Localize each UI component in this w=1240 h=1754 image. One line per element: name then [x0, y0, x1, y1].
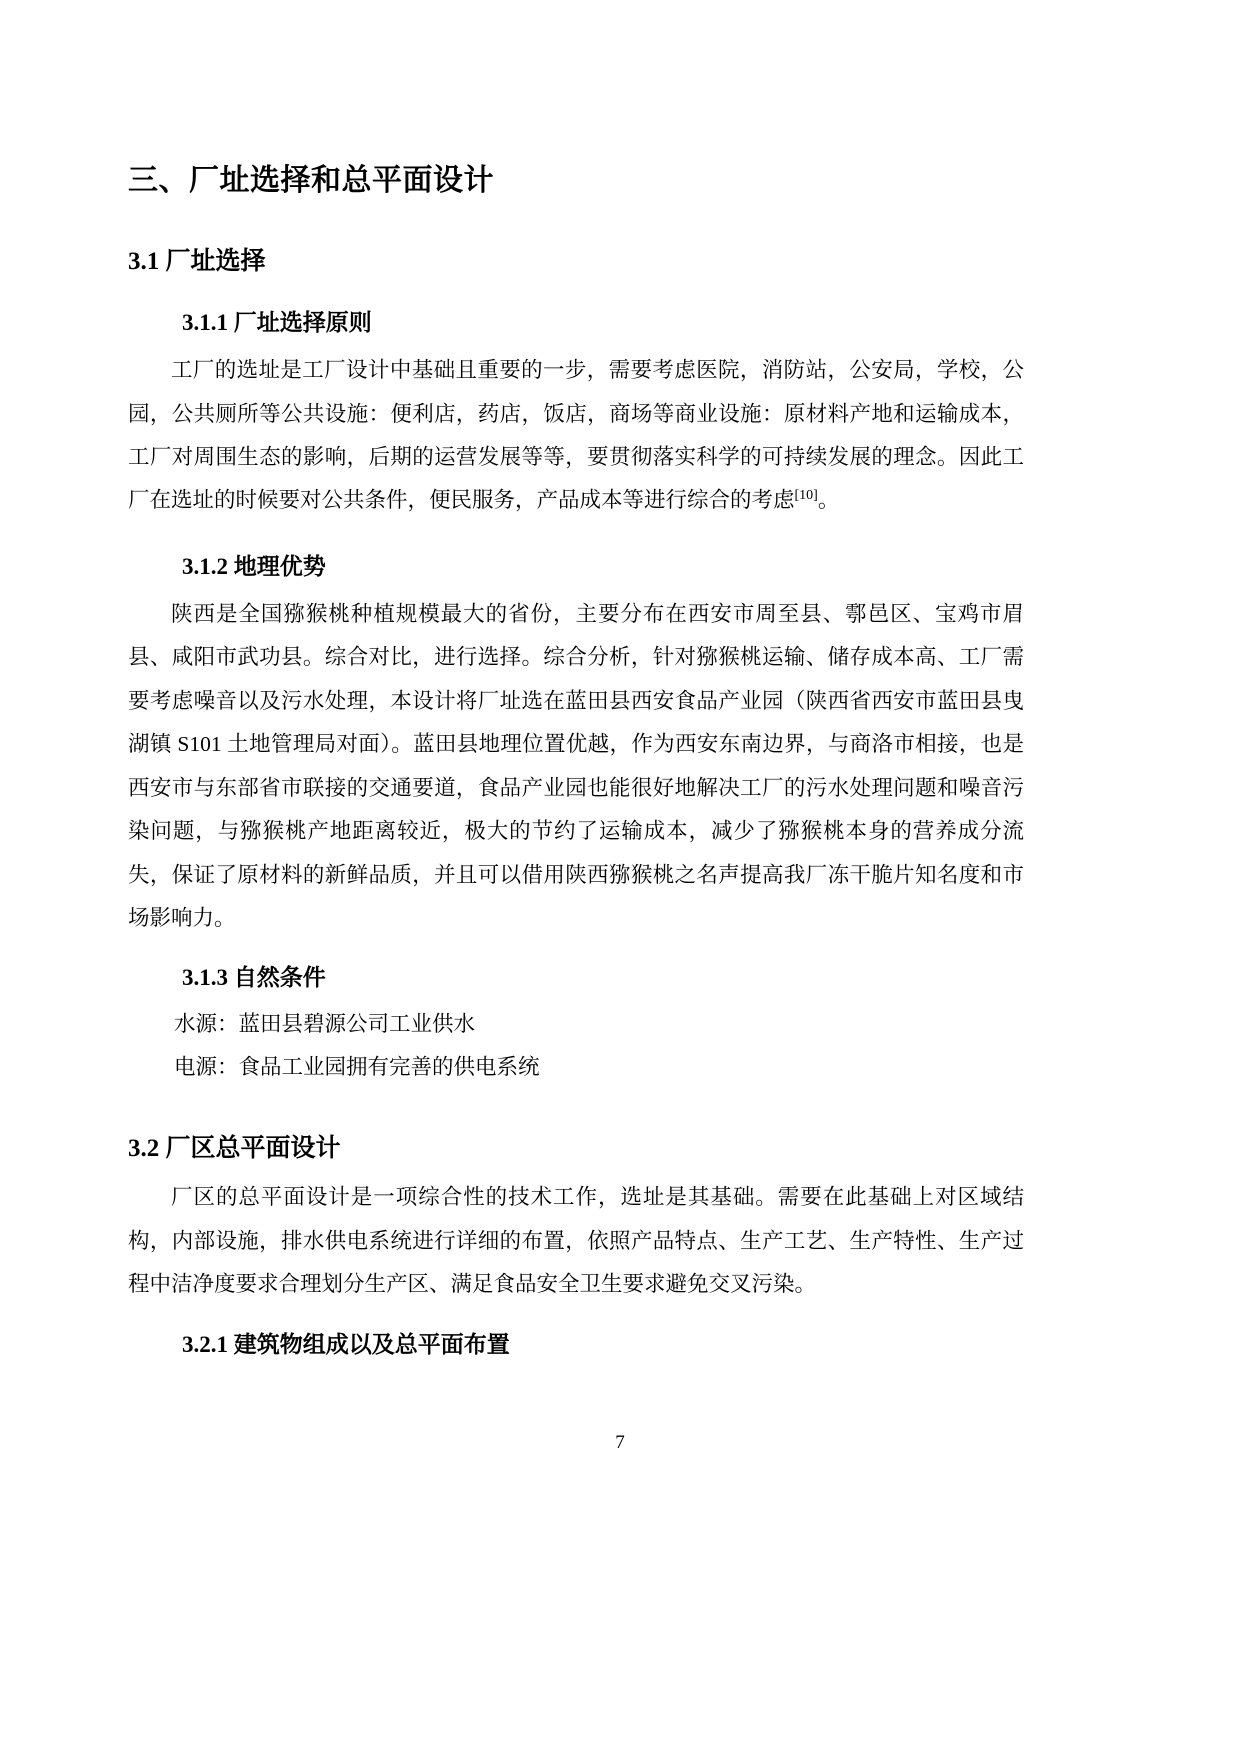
section-heading-3-1-3: 3.1.3 自然条件 — [182, 965, 326, 991]
line-water-source: 水源：蓝田县碧源公司工业供水 — [174, 1011, 476, 1036]
section-heading-3-2-1: 3.2.1 建筑物组成以及总平面布置 — [182, 1331, 510, 1357]
citation-marker: [10] — [794, 488, 818, 504]
page-number: 7 — [615, 1432, 625, 1453]
chapter-heading: 三、厂址选择和总平面设计 — [128, 164, 494, 197]
paragraph-body-text: 工厂的选址是工厂设计中基础且重要的一步，需要考虑医院，消防站，公安局，学校，公园，公共厕所等公共设施：便利店，药店，饭店，商场等商业设施：原材料产地和运输成本，工厂对周围生态的影响，后期的运营发展等等，要贯彻落实科学的可持续发展的理念。因此工厂在选址的时候要对公共条件，便民服务，产品成本等进行综合的考虑 — [128, 358, 1024, 513]
section-heading-3-2: 3.2 厂区总平面设计 — [128, 1135, 341, 1163]
paragraph-plant-layout-design: 厂区的总平面设计是一项综合性的技术工作，选址是其基础。需要在此基础上对区域结构，内部设施，排水供电系统进行详细的布置，依照产品特点、生产工艺、生产特性、生产过程中洁净度要求合理划分生产区、满足食品安全卫生要求避免交叉污染。 — [128, 1185, 1024, 1297]
paragraph-trailing-punctuation: 。 — [817, 488, 840, 513]
section-heading-3-1: 3.1 厂址选择 — [128, 248, 266, 275]
page-content — [128, 0, 1024, 1361]
section-heading-3-1-2: 3.1.2 地理优势 — [182, 553, 326, 579]
section-heading-3-1-1: 3.1.1 厂址选择原则 — [182, 310, 372, 335]
paragraph-site-selection-principles — [128, 339, 1024, 523]
paragraph-geographic-advantages: 陕西是全国猕猴桃种植规模最大的省份，主要分布在西安市周至县、鄠邑区、宝鸡市眉县、咸阳市武功县。综合对比，进行选择。综合分析，针对猕猴桃运输、储存成本高、工厂需要考虑噪音以及污水处理，本设计将厂址选在蓝田县西安食品产业园（陕西省西安市蓝田县曳湖镇 S101 土地管理局对面）。蓝田县地理位置优越，作为西安东南边界，与商洛市相接，也是西安市与东部省市联接的交通要道，食品产业园也能很好地解决工厂的污水处理问题和噪音污染问题，与猕猴桃产地距离较近，极大的节约了运输成本，减少了猕猴桃本身的营养成分流失，保证了原材料的新鲜品质，并且可以借用陕西猕猴桃之名声提高我厂冻干脆片知名度和市场影响力。 — [128, 602, 1024, 931]
line-power-source: 电源：食品工业园拥有完善的供电系统 — [174, 1055, 540, 1080]
